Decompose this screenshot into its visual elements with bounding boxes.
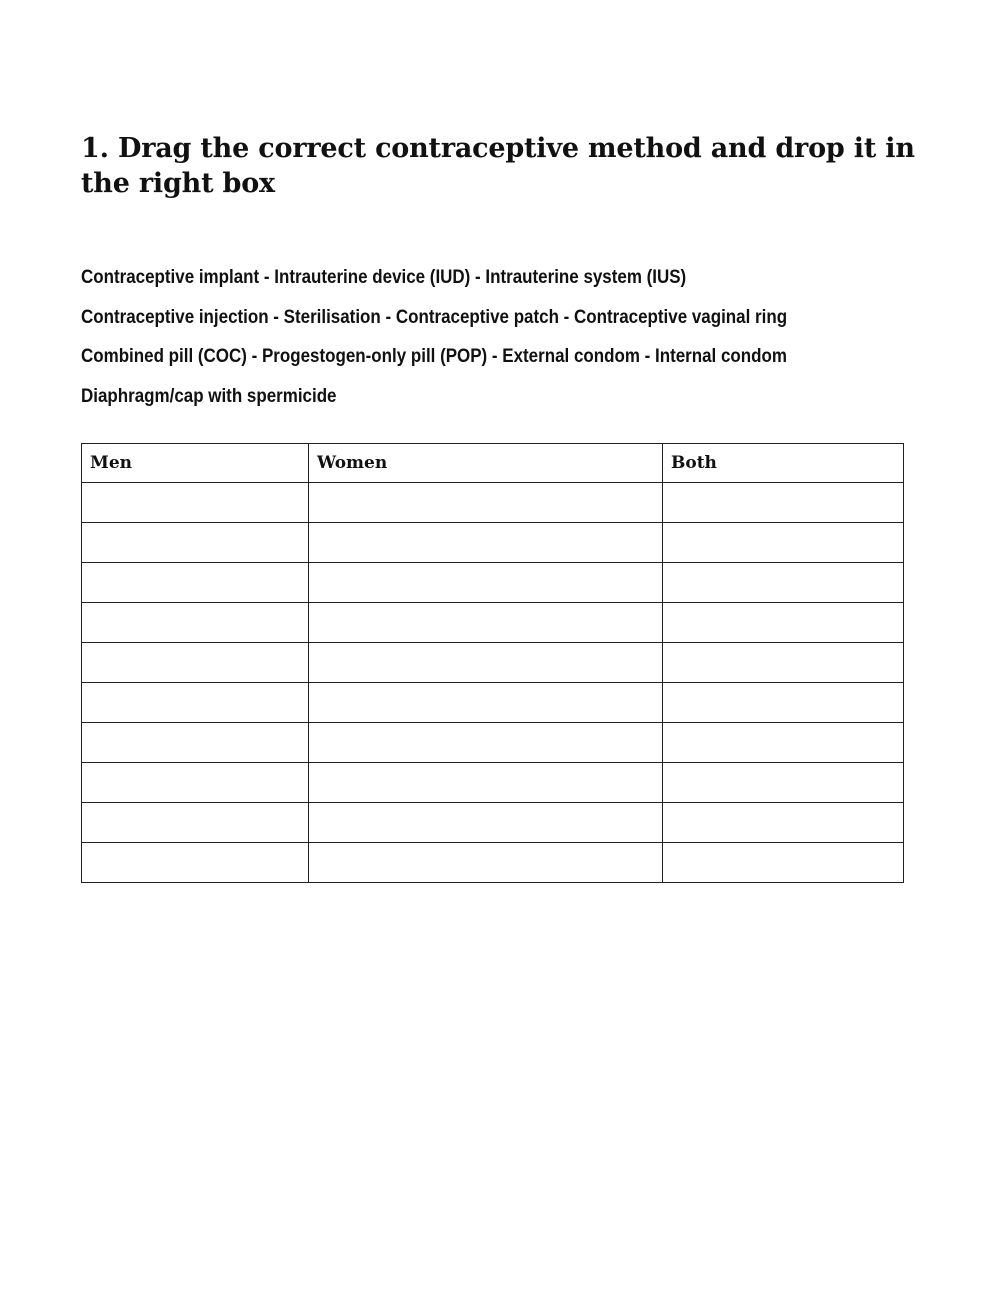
drop-table (81, 443, 904, 883)
drop-zone-both[interactable] (663, 763, 904, 803)
drop-zone-women[interactable] (309, 643, 663, 683)
drop-zone-both[interactable] (663, 523, 904, 563)
drop-zone-women[interactable] (309, 803, 663, 843)
drop-zone-men[interactable] (82, 643, 309, 683)
drop-zone-both[interactable] (663, 603, 904, 643)
drop-zone-women[interactable] (309, 603, 663, 643)
drop-table-body (82, 483, 904, 883)
table-row (82, 803, 904, 843)
table-row (82, 563, 904, 603)
table-row (82, 483, 904, 523)
table-row (82, 523, 904, 563)
column-header-men: Men (82, 444, 309, 483)
table-row (82, 843, 904, 883)
drop-zone-women[interactable] (309, 763, 663, 803)
drop-zone-men[interactable] (82, 803, 309, 843)
drop-zone-both[interactable] (663, 643, 904, 683)
table-row (82, 603, 904, 643)
methods-list (81, 258, 847, 416)
drop-zone-both[interactable] (663, 803, 904, 843)
methods-line: Combined pill (COC) - Progestogen-only pill (POP) - External condom - Internal condom (81, 345, 787, 367)
table-row (82, 643, 904, 683)
drop-zone-both[interactable] (663, 723, 904, 763)
methods-line: Contraceptive injection - Sterilisation - Contraceptive patch - Contraceptive vaginal ring (81, 305, 788, 328)
drop-zone-men[interactable] (82, 483, 309, 523)
drop-zone-both[interactable] (663, 843, 904, 883)
methods-line: Contraceptive implant - Intrauterine device (IUD) - Intrauterine system (IUS) (81, 266, 687, 288)
drop-zone-men[interactable] (82, 763, 309, 803)
drop-zone-women[interactable] (309, 523, 663, 563)
question-title: 1. Drag the correct contraceptive method and drop it in the right box (81, 133, 915, 199)
drop-zone-men[interactable] (82, 723, 309, 763)
drop-zone-men[interactable] (82, 563, 309, 603)
table-header-row (82, 444, 904, 483)
drop-zone-women[interactable] (309, 683, 663, 723)
drop-zone-women[interactable] (309, 843, 663, 883)
drop-zone-women[interactable] (309, 723, 663, 763)
drop-zone-both[interactable] (663, 483, 904, 523)
methods-line: Diaphragm/cap with spermicide (81, 384, 337, 407)
column-header-both: Both (663, 444, 904, 483)
drop-zone-men[interactable] (82, 843, 309, 883)
drop-zone-women[interactable] (309, 563, 663, 603)
table-row (82, 763, 904, 803)
drop-zone-men[interactable] (82, 683, 309, 723)
drop-zone-women[interactable] (309, 483, 663, 523)
drop-zone-both[interactable] (663, 563, 904, 603)
table-row (82, 683, 904, 723)
drop-zone-men[interactable] (82, 603, 309, 643)
drop-zone-both[interactable] (663, 683, 904, 723)
table-row (82, 723, 904, 763)
drop-zone-men[interactable] (82, 523, 309, 563)
column-header-women: Women (309, 444, 663, 483)
